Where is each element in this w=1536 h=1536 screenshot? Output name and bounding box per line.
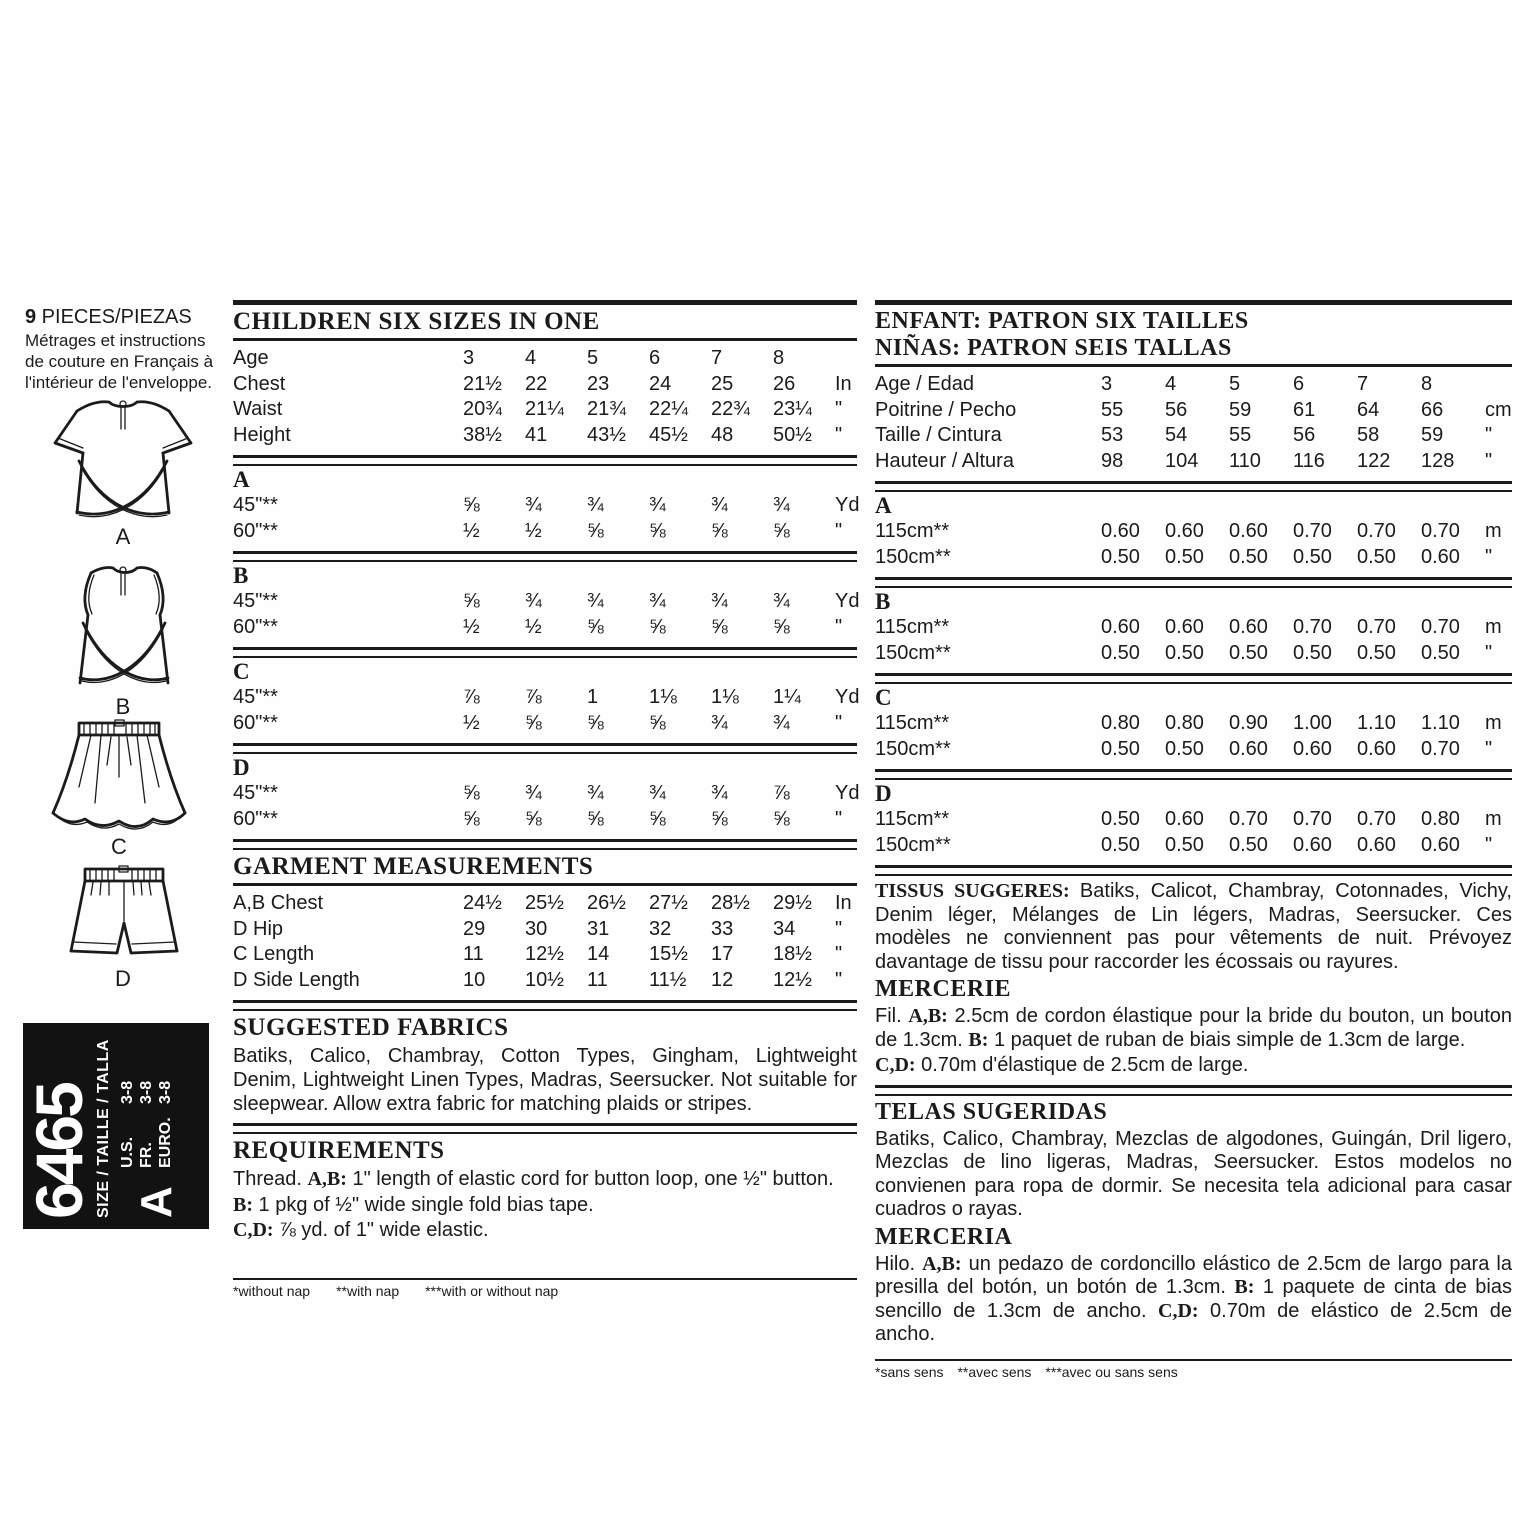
table-row: 45"** ⅝ ¾ ¾ ¾ ¾ ⅞ Yd [233, 782, 860, 804]
view-d-label: D [115, 966, 131, 991]
divider [875, 865, 1512, 876]
section-letter: A [233, 467, 250, 492]
table-row: 115cm** 0.80 0.80 0.90 1.00 1.10 1.10 m [875, 712, 1502, 734]
requirements-line: C,D: ⅞ yd. of 1" wide elastic. [233, 1219, 489, 1241]
section-letter: D [233, 755, 250, 780]
table-row: Waist 20¾ 21¼ 21¾ 22¼ 22¾ 23¼ " [233, 397, 857, 423]
table-row: Hauteur / Altura 98 104 110 116 122 128 " [875, 449, 1493, 472]
mercerie-title: MERCERIE [875, 976, 1012, 1002]
requirements-line: B: 1 pkg of ½" wide single fold bias tape. [233, 1193, 594, 1216]
table-row: A,B Chest 24½ 25½ 26½ 27½ 28½ 29½ In [233, 892, 852, 914]
english-title: CHILDREN SIX SIZES IN ONE [233, 308, 600, 335]
row-label: Age [233, 347, 269, 369]
pieces-label: PIECES/PIEZAS [36, 306, 192, 328]
divider [875, 1085, 1512, 1096]
mercerie-paragraph: Fil. A,B: 2.5cm de cordon élastique pour la bride du bouton, un bouton de 1.3cm. B: 1 paquet de ruban de biais simple de 1.3cm de large. [875, 1005, 1512, 1051]
table-row: 150cm** 0.50 0.50 0.50 0.50 0.50 0.60 " [875, 545, 1493, 568]
french-spanish-column [875, 296, 1512, 1380]
table-row: 150cm** 0.50 0.50 0.50 0.50 0.50 0.50 " [875, 641, 1493, 664]
size-row-us-value: 3-8 [119, 1080, 136, 1104]
garment-view-d [43, 861, 203, 991]
section-letter: A [875, 493, 892, 518]
view-a-label: A [115, 524, 131, 549]
table-row: Height 38½ 41 43½ 45½ 48 50½ " [233, 423, 857, 449]
table-row: Taille / Cintura 53 54 55 56 58 59 " [875, 424, 1493, 446]
size-label: SIZE / TAILLE / TALLA [95, 1039, 112, 1218]
view-b-label: B [115, 694, 131, 719]
top-b-illustration [47, 559, 199, 693]
divider [233, 839, 857, 850]
unit: In [835, 372, 852, 395]
sidebar [22, 305, 225, 1265]
row-label: Waist [233, 398, 283, 420]
top-a-illustration [39, 391, 207, 523]
view-letter-badge: A [132, 1186, 181, 1218]
divider [875, 300, 1512, 305]
metrage-section-d [875, 769, 1512, 858]
requirements-line: Thread. A,B: 1" length of elastic cord for button loop, one ½" button. [233, 1168, 834, 1190]
size-row-euro-value: 3-8 [157, 1080, 174, 1104]
divider [233, 300, 857, 305]
metrage-section-c [875, 673, 1512, 762]
table-row: 60"** ½ ½ ⅝ ⅝ ⅝ ⅝ " [233, 615, 843, 638]
merceria-body: Hilo. A,B: un pedazo de cordoncillo elástico de 2.5cm de largo para la presilla del botón, un botón de 1.3cm. B: 1 paquete de cinta de bias sencillo de 1.3cm de ancho. C,D: 0.70m de elástico de 2.5cm de ancho. [875, 1252, 1512, 1345]
table-row: 115cm** 0.60 0.60 0.60 0.70 0.70 0.70 m [875, 520, 1502, 542]
nap-footnote: *without nap **with nap ***with or without nap [233, 1282, 559, 1299]
row-label: Chest [233, 372, 286, 395]
garment-view-c [27, 715, 211, 859]
unit [835, 346, 857, 372]
unit: " [835, 423, 843, 446]
garment-view-a [39, 391, 207, 549]
telas-sugeridas-title: TELAS SUGERIDAS [875, 1098, 1108, 1125]
divider [233, 1123, 857, 1134]
yardage-section-d [233, 743, 860, 832]
shorts-d-illustration [43, 861, 203, 965]
table-row: 45"** ⅝ ¾ ¾ ¾ ¾ ¾ Yd [233, 590, 860, 612]
body-measurement-table-metric [875, 372, 1512, 474]
divider [233, 883, 857, 886]
yardage-section-c [233, 647, 860, 736]
divider [875, 1359, 1512, 1361]
pattern-number: 6465 [22, 1084, 96, 1219]
divider [233, 455, 857, 466]
size-rows [118, 1023, 181, 1218]
divider [875, 769, 1512, 780]
garment-measurements-table [233, 891, 857, 993]
table-row: 115cm** 0.60 0.60 0.60 0.70 0.70 0.70 m [875, 616, 1502, 638]
size-row-fr-label: FR. [138, 1142, 155, 1168]
table-row: 60"** ⅝ ⅝ ⅝ ⅝ ⅝ ⅝ " [233, 807, 843, 830]
unit: " [835, 398, 843, 420]
table-row: 115cm** 0.50 0.60 0.70 0.70 0.70 0.80 m [875, 808, 1502, 830]
french-title: ENFANT: PATRON SIX TAILLES [875, 308, 1249, 334]
table-row: Poitrine / Pecho 55 56 59 61 64 66 cm [875, 398, 1512, 421]
table-row: Age 3 4 5 6 7 8 [233, 346, 857, 372]
spanish-title: NIÑAS: PATRON SEIS TALLAS [875, 335, 1232, 361]
table-row: C Length 11 12½ 14 15½ 17 18½ " [233, 943, 843, 965]
table-row: D Hip 29 30 31 32 33 34 " [233, 917, 843, 940]
requirements-title: REQUIREMENTS [233, 1137, 445, 1164]
tissus-suggeres-paragraph: TISSUS SUGGERES: Batiks, Calicot, Chambray, Cotonnades, Vichy, Denim léger, Mélanges de Lin légers, Madras, Seersucker. Ces modèles ne conviennent pas pour vêtements de nuit. Prévoyez davantage de tissu pour raccorder les écossais ou rayures. [875, 880, 1512, 973]
size-row-fr-value: 3-8 [138, 1080, 155, 1104]
divider [233, 1000, 857, 1011]
table-row: Age / Edad 3 4 5 6 7 8 [875, 373, 1433, 395]
section-letter: B [233, 563, 249, 588]
section-letter: C [875, 685, 892, 710]
size-box [23, 1023, 209, 1229]
table-row: 45"** ⅝ ¾ ¾ ¾ ¾ ¾ Yd [233, 494, 860, 516]
divider [875, 673, 1512, 684]
section-letter: B [875, 589, 891, 614]
metrage-section-a [875, 481, 1512, 570]
divider [875, 481, 1512, 492]
yardage-section-a [233, 455, 860, 544]
garment-measurements-title: GARMENT MEASUREMENTS [233, 853, 594, 880]
skirt-c-illustration [27, 715, 211, 833]
section-letter: D [875, 781, 892, 806]
garment-view-b [47, 559, 199, 719]
sens-footnote: *sans sens **avec sens ***avec ou sans sens [875, 1363, 1178, 1380]
divider [233, 338, 857, 341]
pieces-count-line [25, 305, 225, 329]
size-box-rotated-content [23, 1023, 209, 1229]
divider [875, 577, 1512, 588]
table-row: 60"** ½ ⅝ ⅝ ⅝ ¾ ¾ " [233, 711, 843, 734]
telas-sugeridas-body: Batiks, Calico, Chambray, Mezclas de algodones, Guingán, Dril ligero, Mezclas de lino ligeras, Madras, Seersucker. Estos modelos no convienen para ropa de dormir. Se necesita tela adicional para casar cuadros o rayas. [875, 1127, 1512, 1220]
section-letter: C [233, 659, 250, 684]
merceria-title: MERCERIA [875, 1223, 1013, 1250]
mercerie-paragraph-cd: C,D: 0.70m d'élastique de 2.5cm de large. [875, 1054, 1249, 1076]
size-row-us-label: U.S. [119, 1136, 136, 1168]
divider [233, 743, 857, 754]
view-c-label: C [111, 834, 127, 859]
size-row-euro-label: EURO. [157, 1117, 174, 1168]
divider [233, 551, 857, 562]
body-measurement-table [233, 346, 857, 448]
suggested-fabrics-body: Batiks, Calico, Chambray, Cotton Types, Gingham, Lightweight Denim, Lightweight Linen Types, Madras, Seersucker. Not suitable for sleepwear. Allow extra fabric for matching plaids or stripes. [233, 1045, 857, 1115]
divider [875, 364, 1512, 367]
english-column [233, 296, 860, 1299]
row-label: Height [233, 423, 291, 446]
table-row: 45"** ⅞ ⅞ 1 1⅛ 1⅛ 1¼ Yd [233, 686, 860, 708]
divider [233, 647, 857, 658]
table-row: Chest 21½ 22 23 24 25 26 In [233, 372, 857, 398]
suggested-fabrics-title: SUGGESTED FABRICS [233, 1014, 509, 1041]
yardage-section-b [233, 551, 860, 640]
metrage-section-b [875, 577, 1512, 666]
table-row: 60"** ½ ½ ⅝ ⅝ ⅝ ⅝ " [233, 519, 843, 542]
pieces-number: 9 [25, 306, 37, 328]
french-note: Métrages et instructions de couture en Français à l'intérieur de l'enveloppe. [25, 331, 214, 392]
table-row: 150cm** 0.50 0.50 0.50 0.60 0.60 0.60 " [875, 833, 1493, 856]
table-row: D Side Length 10 10½ 11 11½ 12 12½ " [233, 968, 843, 991]
table-row: 150cm** 0.50 0.50 0.60 0.60 0.60 0.70 " [875, 737, 1493, 760]
divider [233, 1278, 857, 1280]
